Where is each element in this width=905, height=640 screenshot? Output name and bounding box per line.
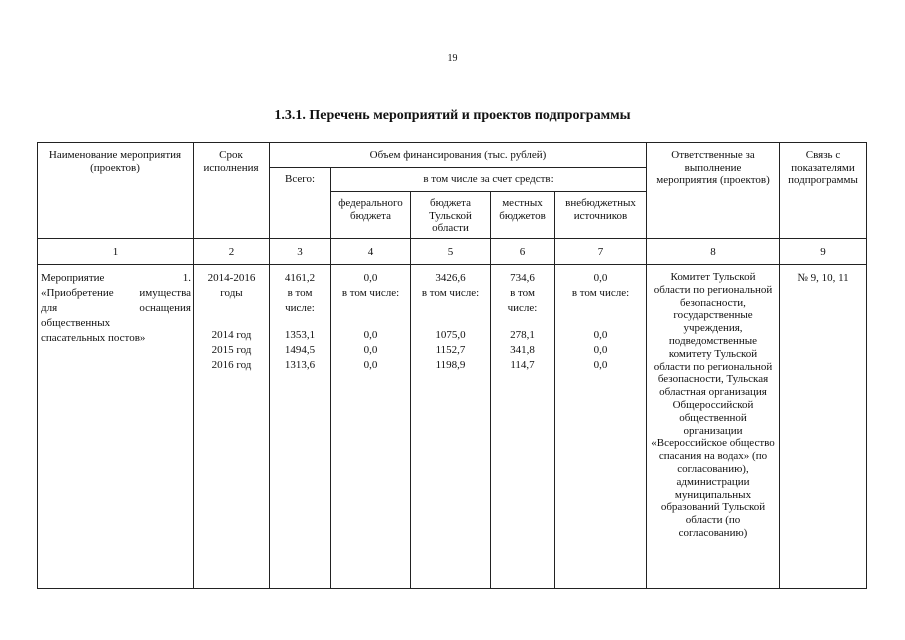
year-federal-value: 0,0 — [363, 359, 378, 371]
column-number: 8 — [710, 246, 716, 258]
year-federal-value: 0,0 — [363, 344, 378, 356]
year-extra-value: 0,0 — [593, 329, 608, 341]
table-rule-sources — [330, 191, 646, 192]
table-rule-header-bottom — [37, 238, 867, 239]
table-rule-funding — [269, 167, 646, 168]
measure-name — [41, 271, 191, 346]
year-local-value: 114,7 — [510, 359, 535, 371]
measure-term-line: годы — [220, 287, 243, 299]
column-number: 3 — [297, 246, 303, 258]
section-title: 1.3.1. Перечень мероприятий и проектов подпрограммы — [274, 108, 631, 123]
total-note: в том — [287, 287, 313, 299]
federal-value: 0,0 — [363, 272, 378, 284]
year-totals — [270, 328, 330, 373]
measure-term-line: 2014-2016 — [207, 272, 256, 284]
table-border-right — [866, 142, 867, 589]
extra-value: 0,0 — [593, 272, 608, 284]
measure-name-line: общественных — [41, 317, 111, 329]
table-col-sep-3 — [330, 167, 331, 589]
header-total: Всего: — [284, 173, 316, 185]
year-federal — [331, 328, 410, 373]
table-col-sep-8 — [779, 142, 780, 589]
header-regional: бюджета Тульской области — [429, 197, 472, 234]
year-regional-value: 1075,0 — [435, 329, 466, 341]
column-number: 1 — [112, 246, 119, 258]
year-extra-value: 0,0 — [593, 344, 608, 356]
year-total: 1494,5 — [284, 344, 316, 356]
total-value: 4161,2 — [284, 272, 316, 284]
local-note: в том — [510, 287, 535, 299]
table-border-bottom — [37, 588, 867, 589]
table-border-left — [37, 142, 38, 589]
regional-value: 3426,6 — [435, 272, 466, 284]
total-note: числе: — [285, 302, 315, 314]
total-cell — [270, 271, 330, 316]
header-local: местных бюджетов — [499, 197, 546, 222]
year-total: 1313,6 — [284, 359, 316, 371]
year-local-value: 341,8 — [510, 344, 535, 356]
extra-note: в том числе: — [571, 287, 630, 299]
year-federal-value: 0,0 — [363, 329, 378, 341]
column-number: 6 — [519, 246, 526, 258]
measure-name-line: спасательных постов» — [41, 332, 146, 344]
year-local — [491, 328, 554, 373]
column-number: 9 — [820, 246, 826, 258]
column-number: 2 — [228, 246, 235, 258]
local-note: числе: — [507, 302, 538, 314]
federal-note: в том числе: — [341, 287, 400, 299]
regional-note: в том числе: — [421, 287, 480, 299]
indicator-link: № 9, 10, 11 — [797, 272, 849, 284]
regional-cell — [411, 271, 490, 301]
measure-name-line: Мероприятие 1. — [41, 272, 191, 284]
year-extra-value: 0,0 — [593, 359, 608, 371]
header-responsible: Ответственные за выполнение мероприятия (проектов) — [656, 149, 770, 186]
header-funding: Объем финансирования (тыс. рублей) — [369, 149, 547, 161]
responsible-cell: Комитет Тульской области по региональной безопасности, государственные учреждения, подведомственные комитету Тульской области по региональной безопасности, Тульская областная организация Общероссийской общественной организации «Всероссийское общество спасания на водах» (по согласованию), администрации муниципальных образований Тульской области (по согласованию) — [651, 271, 775, 539]
year-regional-value: 1198,9 — [435, 359, 466, 371]
page-number: 19 — [447, 53, 458, 64]
local-cell — [491, 271, 554, 316]
year-label: 2016 год — [211, 359, 252, 371]
year-labels — [194, 328, 269, 373]
table-border-top — [37, 142, 867, 143]
header-extra: внебюджетных источников — [565, 197, 636, 222]
column-number: 4 — [367, 246, 374, 258]
federal-cell — [331, 271, 410, 301]
table-col-sep-7 — [646, 142, 647, 589]
year-total: 1353,1 — [284, 329, 316, 341]
year-extra — [555, 328, 646, 373]
year-label: 2014 год — [211, 329, 252, 341]
measure-name-line: «Приобретение имущества — [41, 287, 191, 299]
header-name: Наименование мероприятия (проектов) — [48, 149, 182, 174]
header-federal: федерального бюджета — [338, 197, 403, 222]
year-label: 2015 год — [211, 344, 252, 356]
column-number: 5 — [447, 246, 454, 258]
measure-name-line: для оснащения — [41, 302, 191, 314]
header-link: Связь с показателями подпрограммы — [788, 149, 858, 186]
extra-cell — [555, 271, 646, 301]
measure-term — [194, 271, 269, 301]
year-regional — [411, 328, 490, 373]
year-local-value: 278,1 — [510, 329, 535, 341]
header-term: Срок исполнения — [203, 149, 259, 174]
column-number: 7 — [597, 246, 604, 258]
year-regional-value: 1152,7 — [435, 344, 466, 356]
local-value: 734,6 — [510, 272, 535, 284]
header-including: в том числе за счет средств: — [423, 173, 554, 185]
table-rule-numbers-bottom — [37, 264, 867, 265]
